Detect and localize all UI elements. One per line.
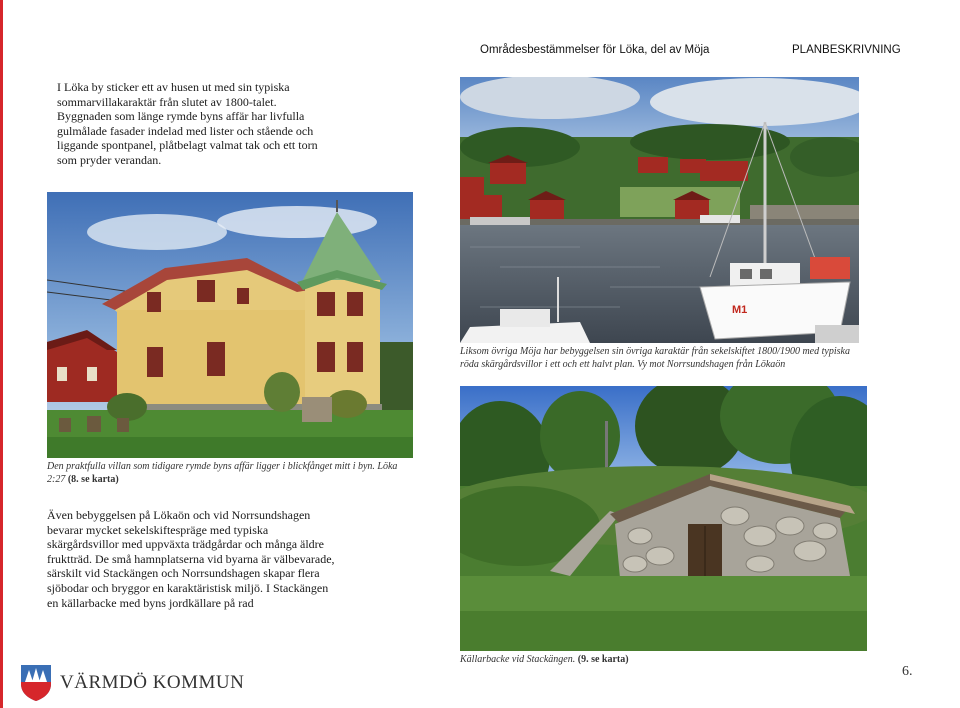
- municipality-shield-icon: [20, 664, 52, 702]
- harbour-caption: Liksom övriga Möja har bebyggelsen sin övriga karaktär från sekelskiftet 1800/1900 med typiska röda skärgårdsvillor i ett och ett halvt plan. Vy mot Norrsundshagen från Lökaön: [460, 346, 850, 370]
- municipality-name: VÄRMDÖ KOMMUN: [60, 672, 245, 693]
- page-edge-stripe: [0, 0, 3, 708]
- villa-caption: Den praktfulla villan som tidigare rymde byns affär ligger i blickfånget mitt i byn. Löka 2:27 (8. se karta): [47, 461, 398, 485]
- varmdo-logo: [20, 664, 245, 704]
- harbour-photo: [460, 77, 859, 343]
- document-title: Områdesbestämmelser för Löka, del av Möja: [480, 44, 710, 56]
- boat-registration: M1: [732, 304, 748, 316]
- cellar-photo: [460, 386, 867, 651]
- body-paragraph: Även bebyggelsen på Lökaön och vid Norrsundshagen bevarar mycket sekelskiftespräge med typiska skärgårdsvillor med uppväxta trädgårdar och många äldre fruktträd. De små hamnplatserna vid byarna är välbevarade, särskilt vid Stackängen och Norrsundshagen skapar flera sjöbodar och bryggor en karaktäristisk miljö. I Stackängen en källarbacke med byns jordkällare på rad: [47, 508, 335, 610]
- intro-paragraph: I Löka by sticker ett av husen ut med sin typiska sommarvillakaraktär från slutet av 1800-talet. Byggnaden som länge rymde byns affär har livfulla gulmålade fasader indelad med lister och stående och liggande spontpanel, plåtbelagt valmat tak och ett torn som pryder verandan.: [57, 80, 318, 167]
- document-type: PLANBESKRIVNING: [792, 44, 901, 56]
- cellar-caption: Källarbacke vid Stackängen. (9. se karta): [460, 654, 629, 665]
- villa-photo: [47, 192, 413, 458]
- page-number: 6.: [902, 664, 913, 679]
